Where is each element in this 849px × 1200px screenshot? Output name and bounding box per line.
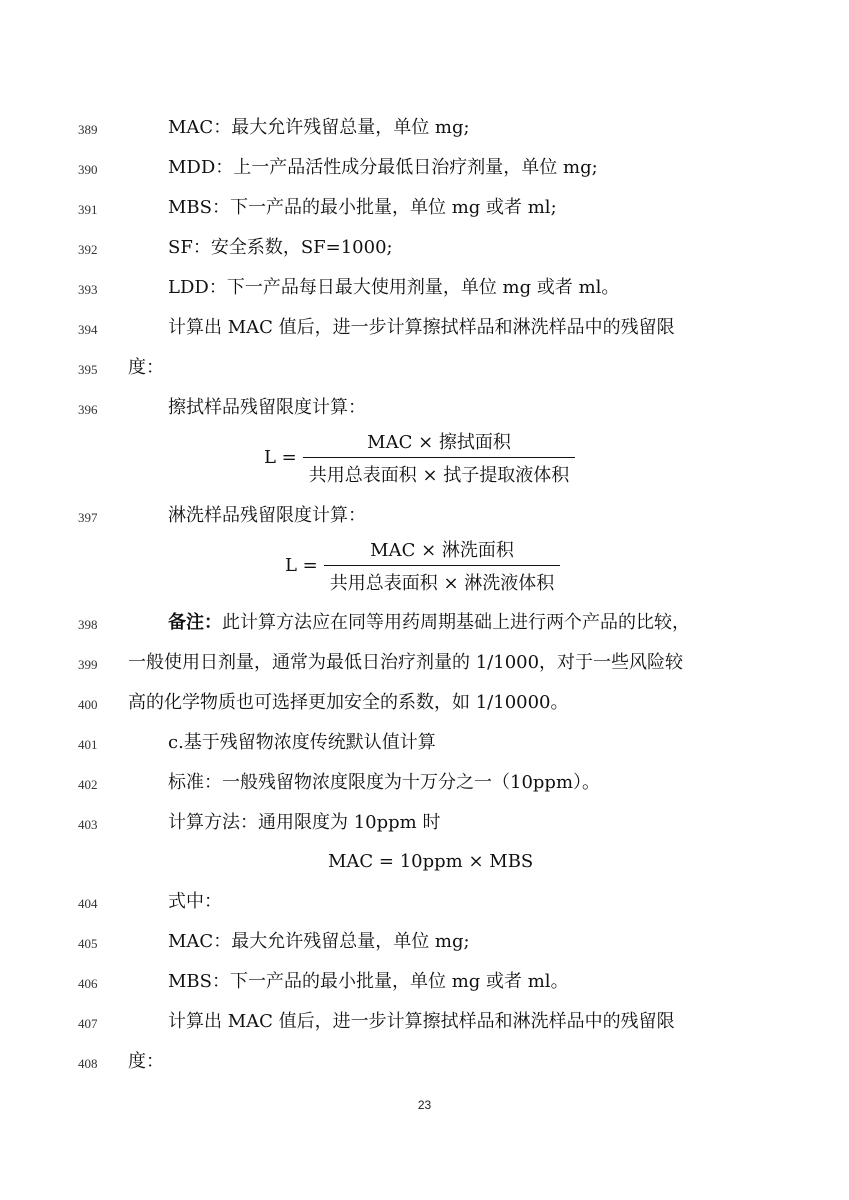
- section-heading-c: c.基于残留物浓度传统默认值计算: [168, 732, 436, 753]
- section-label-rinse: 淋洗样品残留限度计算：: [168, 505, 366, 526]
- note-text: 此计算方法应在同等用药周期基础上进行两个产品的比较，: [222, 612, 690, 633]
- fraction-numerator: MAC × 淋洗面积: [370, 540, 514, 561]
- line-number: 393: [78, 282, 98, 297]
- definition-sf: SF：安全系数，SF=1000;: [168, 237, 393, 258]
- swab-limit-formula: [264, 428, 575, 487]
- definition-mac: MAC：最大允许残留总量，单位 mg;: [168, 117, 470, 138]
- note-label: 备注：: [168, 612, 222, 633]
- line-number: 403: [78, 817, 98, 832]
- line-number: 397: [78, 510, 98, 525]
- fraction: [324, 536, 561, 595]
- fraction-denominator: 共用总表面积 × 淋洗液体积: [329, 573, 555, 595]
- page-number: 23: [417, 1098, 432, 1112]
- definition-ldd: LDD：下一产品每日最大使用剂量，单位 mg 或者 ml。: [168, 277, 620, 298]
- note-paragraph: [168, 614, 690, 632]
- rinse-limit-formula: [285, 536, 560, 595]
- line-number: 407: [78, 1016, 98, 1031]
- method-text: 计算方法：通用限度为 10ppm 时: [168, 812, 441, 833]
- line-number: 402: [78, 777, 98, 792]
- where-label: 式中：: [168, 891, 222, 912]
- paragraph-text: 度：: [128, 357, 164, 378]
- line-number: 404: [78, 896, 98, 911]
- line-number: 401: [78, 737, 98, 752]
- paragraph-text: 计算出 MAC 值后，进一步计算擦拭样品和淋洗样品中的残留限: [168, 1011, 675, 1032]
- line-number: 408: [78, 1056, 98, 1071]
- line-number: 406: [78, 976, 98, 991]
- paragraph-text: 计算出 MAC 值后，进一步计算擦拭样品和淋洗样品中的残留限: [168, 317, 675, 338]
- section-label-swab: 擦拭样品残留限度计算：: [168, 397, 366, 418]
- line-number: 392: [78, 242, 98, 257]
- definition-mdd: MDD：上一产品活性成分最低日治疗剂量，单位 mg;: [168, 157, 598, 178]
- line-number: 398: [78, 617, 98, 632]
- formula-lhs: L =: [264, 447, 297, 469]
- mac-formula: MAC = 10ppm × MBS: [328, 851, 534, 872]
- paragraph-text: 度：: [128, 1051, 164, 1072]
- fraction-numerator: MAC × 擦拭面积: [367, 432, 511, 453]
- line-number: 405: [78, 936, 98, 951]
- line-number: 395: [78, 362, 98, 377]
- line-number: 400: [78, 697, 98, 712]
- fraction-denominator: 共用总表面积 × 拭子提取液体积: [308, 465, 570, 487]
- formula-lhs: L =: [285, 555, 318, 577]
- definition-mac: MAC：最大允许残留总量，单位 mg;: [168, 931, 470, 952]
- paragraph-text: 一般使用日剂量，通常为最低日治疗剂量的 1/1000，对于一些风险较: [128, 652, 684, 673]
- line-number: 389: [78, 122, 98, 137]
- standard-text: 标准：一般残留物浓度限度为十万分之一（10ppm）。: [168, 772, 601, 793]
- paragraph-text: 高的化学物质也可选择更加安全的系数，如 1/10000。: [128, 692, 569, 713]
- line-number: 390: [78, 162, 98, 177]
- line-number: 394: [78, 322, 98, 337]
- line-number: 396: [78, 402, 98, 417]
- line-number: 391: [78, 202, 98, 217]
- definition-mbs: MBS：下一产品的最小批量，单位 mg 或者 ml;: [168, 197, 557, 218]
- fraction: [303, 428, 576, 487]
- definition-mbs: MBS：下一产品的最小批量，单位 mg 或者 ml。: [168, 971, 569, 992]
- line-number: 399: [78, 657, 98, 672]
